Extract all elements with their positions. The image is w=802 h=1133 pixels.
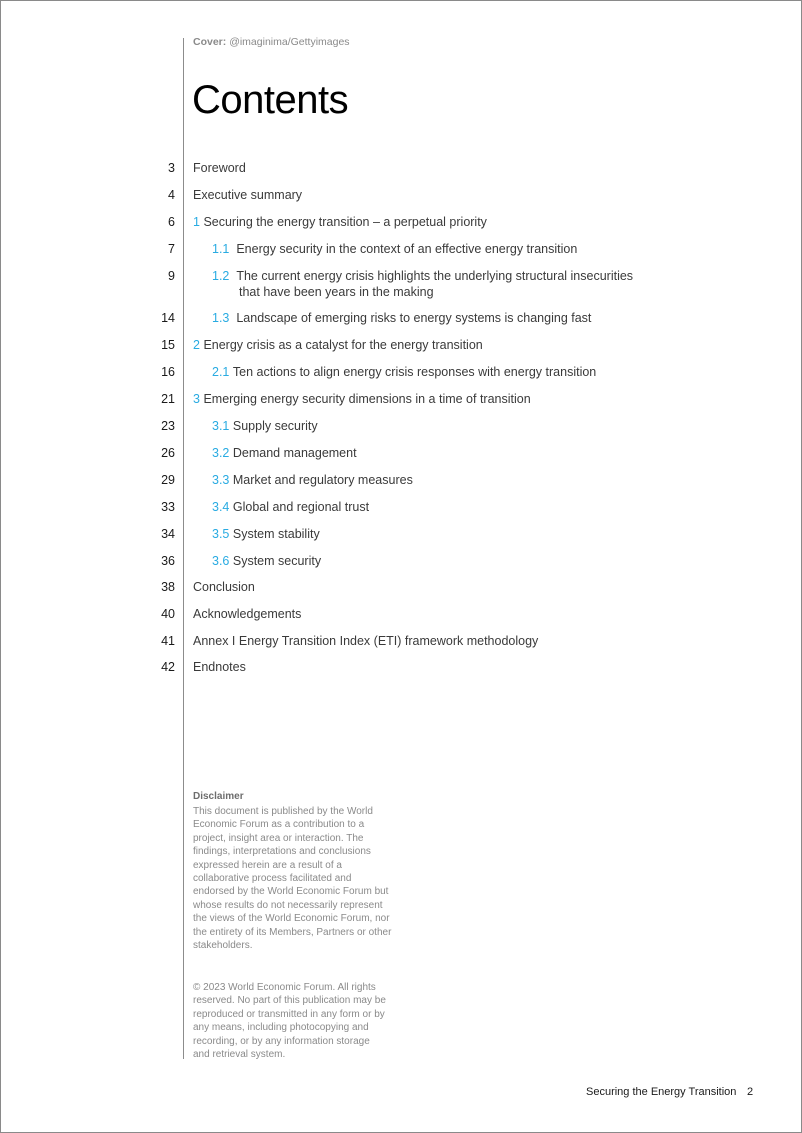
toc-section-number: 2.1: [212, 365, 230, 379]
toc-entry: [193, 391, 531, 407]
toc-entry-text: Supply security: [232, 419, 318, 433]
toc-page-number: 36: [161, 554, 175, 568]
toc-section-number: 2: [193, 338, 200, 352]
toc-entry: [193, 160, 246, 176]
toc-entry-text: Endnotes: [193, 660, 246, 674]
toc-page-number: 15: [161, 338, 175, 352]
toc-entry-text: Annex I Energy Transition Index (ETI) framework methodology: [193, 634, 539, 648]
toc-entry-text: Energy crisis as a catalyst for the energy transition: [203, 338, 483, 352]
toc-entry: [212, 364, 596, 380]
toc-entry: [193, 214, 487, 230]
toc-entry-text: Acknowledgements: [193, 607, 302, 621]
toc-page-number: 9: [168, 269, 175, 283]
cover-label: Cover:: [193, 36, 227, 48]
toc-section-number: 3: [193, 392, 200, 406]
toc-page-number: 14: [161, 311, 175, 325]
toc-page-number: 34: [161, 527, 175, 541]
toc-page-number: 23: [161, 419, 175, 433]
toc-page-number: 26: [161, 446, 175, 460]
toc-page-number: 21: [161, 392, 175, 406]
toc-entry: [212, 241, 577, 257]
toc-page-number: 16: [161, 365, 175, 379]
toc-entry-text: System stability: [232, 527, 320, 541]
toc-page-number: 6: [168, 215, 175, 229]
toc-page-number: 41: [161, 634, 175, 648]
toc-entry-text: Energy security in the context of an effective energy transition: [236, 242, 578, 256]
toc-entry: [212, 310, 591, 326]
margin-rule: [183, 38, 184, 1059]
toc-section-number: 1.1: [212, 242, 230, 256]
toc-section-number: 3.4: [212, 500, 230, 514]
page-title: Contents: [192, 78, 349, 122]
toc-section-number: 1.2: [212, 269, 230, 283]
toc-entry: [212, 268, 633, 300]
toc-entry: [212, 472, 413, 488]
toc-entry-text: Securing the energy transition – a perpetual priority: [203, 215, 487, 229]
toc-entry-text: Ten actions to align energy crisis responses with energy transition: [232, 365, 597, 379]
toc-entry: [193, 337, 483, 353]
toc-entry-text: The current energy crisis highlights the underlying structural insecurities: [236, 269, 634, 283]
disclaimer-title: Disclaimer: [193, 791, 244, 802]
toc-entry-text: Executive summary: [193, 188, 303, 202]
toc-page-number: 42: [161, 660, 175, 674]
toc-entry-text: Global and regional trust: [232, 500, 370, 514]
toc-section-number: 3.1: [212, 419, 230, 433]
toc-entry-text: Conclusion: [193, 580, 255, 594]
cover-credit-text: @imaginima/Gettyimages: [229, 36, 350, 48]
toc-section-number: 1.3: [212, 311, 230, 325]
toc-entry-text: System security: [232, 554, 322, 568]
footer-document-title: Securing the Energy Transition: [586, 1086, 737, 1098]
toc-entry: [193, 606, 301, 622]
toc-entry-text: Demand management: [232, 446, 357, 460]
footer-page-number: 2: [747, 1086, 754, 1098]
toc-entry: [212, 553, 321, 569]
toc-entry-text: Foreword: [193, 161, 246, 175]
toc-entry: [212, 499, 369, 515]
toc-page-number: 7: [168, 242, 175, 256]
toc-entry-text: Emerging energy security dimensions in a time of transition: [203, 392, 531, 406]
toc-entry: [193, 187, 302, 203]
toc-entry: [193, 659, 246, 675]
cover-credit: [193, 36, 350, 48]
toc-section-number: 1: [193, 215, 200, 229]
toc-page-number: 3: [168, 161, 175, 175]
toc-entry: [212, 526, 320, 542]
toc-page-number: 40: [161, 607, 175, 621]
toc-entry-text-continued: that have been years in the making: [239, 285, 434, 299]
toc-section-number: 3.3: [212, 473, 230, 487]
toc-entry: [212, 418, 318, 434]
toc-section-number: 3.2: [212, 446, 230, 460]
copyright-notice: © 2023 World Economic Forum. All rights reserved. No part of this publication may be reproduced or transmitted in any form or by any means, including photocopying and recording, or by any information storage and retrieval system.: [193, 982, 386, 1061]
toc-entry: [212, 445, 357, 461]
toc-entry: [193, 633, 538, 649]
toc-entry-text: Landscape of emerging risks to energy systems is changing fast: [236, 311, 592, 325]
toc-entry: [193, 579, 255, 595]
toc-page-number: 29: [161, 473, 175, 487]
toc-section-number: 3.6: [212, 554, 230, 568]
toc-page-number: 33: [161, 500, 175, 514]
toc-entry-text: Market and regulatory measures: [232, 473, 413, 487]
toc-section-number: 3.5: [212, 527, 230, 541]
toc-page-number: 38: [161, 580, 175, 594]
toc-page-number: 4: [168, 188, 175, 202]
disclaimer-body: This document is published by the World Economic Forum as a contribution to a project, insight area or interaction. The findings, interpretations and conclusions expressed herein are a result of a collaborative process facilitated and endorsed by the World Economic Forum but whose results do not necessarily represent the views of the World Economic Forum, nor the entirety of its Members, Partners or other stakeholders.: [193, 806, 392, 952]
